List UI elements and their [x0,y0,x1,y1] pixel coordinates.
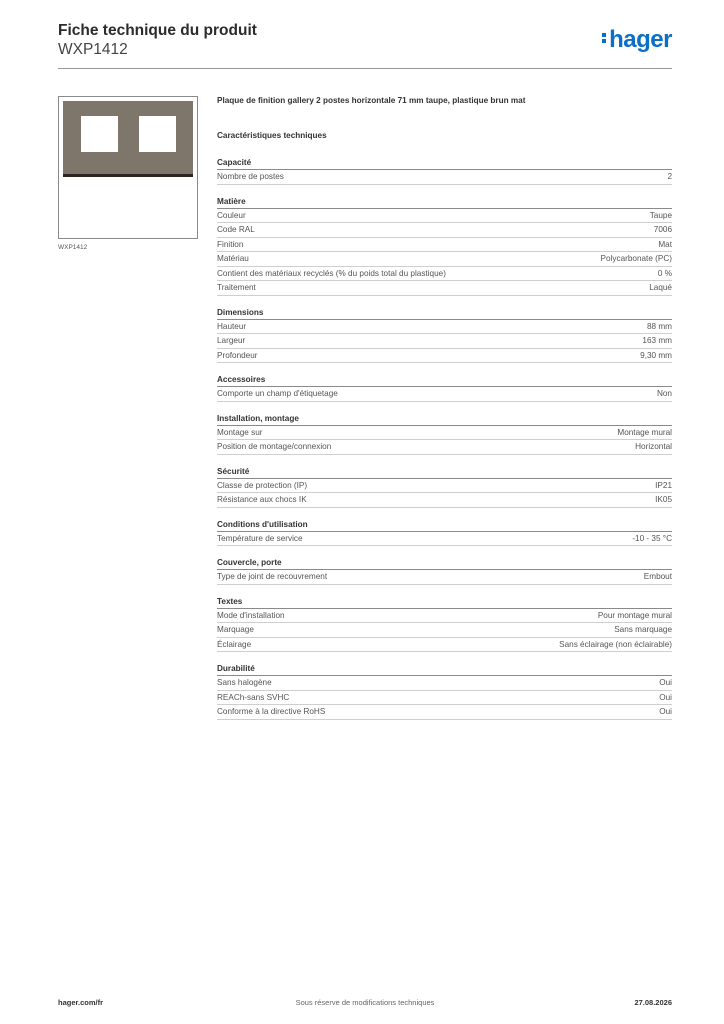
spec-row [217,623,672,638]
page-title: Fiche technique du produit [58,22,257,39]
section-title: Installation, montage [217,413,672,426]
spec-label: Classe de protection (IP) [217,480,308,490]
spec-section [217,374,672,402]
spec-content [217,96,672,720]
spec-value: 88 mm [646,321,672,331]
spec-label: Sans halogène [217,678,272,687]
spec-label: Mode d'installation [217,610,285,620]
spec-section [217,413,672,455]
spec-value: Non [656,389,672,398]
plate-edge-shadow [63,174,193,177]
spec-row [217,609,672,624]
header-divider [58,68,672,69]
spec-value: 9,30 mm [640,350,672,360]
hager-logo [602,28,672,52]
spec-value: 2 [667,172,672,181]
image-caption: WXP1412 [58,244,88,251]
section-title: Sécurité [217,466,672,479]
spec-label: Type de joint de recouvrement [217,572,328,581]
spec-value: Mat [658,239,672,249]
tech-specs-title: Caractéristiques techniques [217,131,327,140]
spec-value: IK05 [655,495,672,504]
spec-section [217,157,672,185]
spec-value: Horizontal [635,442,672,451]
spec-row [217,532,672,547]
spec-label: Matériau [217,254,249,263]
spec-row [217,223,672,238]
spec-section [217,307,672,364]
spec-row [217,252,672,267]
spec-value: 0 % [657,268,672,278]
spec-value: -10 - 35 °C [632,533,672,543]
spec-label: Nombre de postes [217,172,284,181]
spec-label: Résistance aux chocs IK [217,495,307,504]
spec-value: 7006 [653,225,672,234]
spec-value: Taupe [649,210,672,220]
section-title: Conditions d'utilisation [217,519,672,532]
spec-label: Largeur [217,336,246,345]
spec-label: Éclairage [217,639,252,649]
section-title: Capacité [217,157,672,170]
spec-label: Profondeur [217,350,258,360]
plate-opening-right [139,116,176,152]
spec-row [217,440,672,455]
spec-row [217,349,672,364]
finishing-plate-graphic [63,101,193,175]
spec-section [217,557,672,585]
spec-value: Montage mural [617,427,672,437]
spec-value: Pour montage mural [597,610,672,620]
spec-label: Hauteur [217,321,247,331]
spec-row [217,479,672,494]
logo-dots-icon [602,31,607,45]
spec-row [217,570,672,585]
spec-row [217,493,672,508]
spec-label: Marquage [217,625,254,634]
spec-row [217,320,672,335]
section-title: Dimensions [217,307,672,320]
spec-row [217,387,672,402]
spec-section [217,466,672,508]
spec-row [217,281,672,296]
spec-value: Sans marquage [614,625,672,634]
product-reference: WXP1412 [58,41,128,58]
spec-label: Montage sur [217,427,263,437]
spec-label: REACh-sans SVHC [217,692,290,702]
plate-opening-left [81,116,118,152]
page-header [58,22,672,59]
logo-text: hager [609,26,672,53]
spec-value: 163 mm [642,336,672,345]
section-title: Textes [217,596,672,609]
section-title: Durabilité [217,663,672,676]
spec-label: Couleur [217,210,246,220]
spec-label: Contient des matériaux recyclés (% du poids total du plastique) [217,268,446,278]
spec-value: Polycarbonate (PC) [600,254,672,263]
spec-value: Sans éclairage (non éclairable) [559,639,672,649]
spec-row [217,334,672,349]
spec-label: Finition [217,239,244,249]
spec-section [217,519,672,547]
product-image [58,96,198,239]
section-title: Matière [217,196,672,209]
spec-value: Oui [659,707,672,716]
spec-row [217,705,672,720]
spec-section [217,596,672,653]
spec-row [217,209,672,224]
spec-label: Code RAL [217,225,255,234]
spec-label: Comporte un champ d'étiquetage [217,389,338,398]
spec-label: Position de montage/connexion [217,442,332,451]
footer-date: 27.08.2026 [634,998,672,1007]
spec-value: Embout [643,572,672,581]
spec-label: Traitement [217,283,256,292]
spec-value: IP21 [655,480,672,490]
footer-website: hager.com/fr [58,998,104,1007]
spec-section [217,196,672,296]
spec-row [217,170,672,185]
spec-label: Conforme à la directive RoHS [217,707,326,716]
footer-notice: Sous réserve de modifications techniques [295,998,435,1007]
spec-section [217,663,672,720]
spec-value: Oui [659,678,672,687]
spec-row [217,676,672,691]
spec-label: Température de service [217,533,303,543]
spec-row [217,267,672,282]
section-title: Accessoires [217,374,672,387]
spec-sections [217,157,672,720]
spec-row [217,238,672,253]
product-name: Plaque de finition gallery 2 postes horizontale 71 mm taupe, plastique brun mat [217,96,526,105]
spec-row [217,691,672,706]
spec-value: Laqué [649,283,672,292]
spec-row [217,426,672,441]
spec-value: Oui [659,692,672,702]
section-title: Couvercle, porte [217,557,672,570]
spec-row [217,638,672,653]
